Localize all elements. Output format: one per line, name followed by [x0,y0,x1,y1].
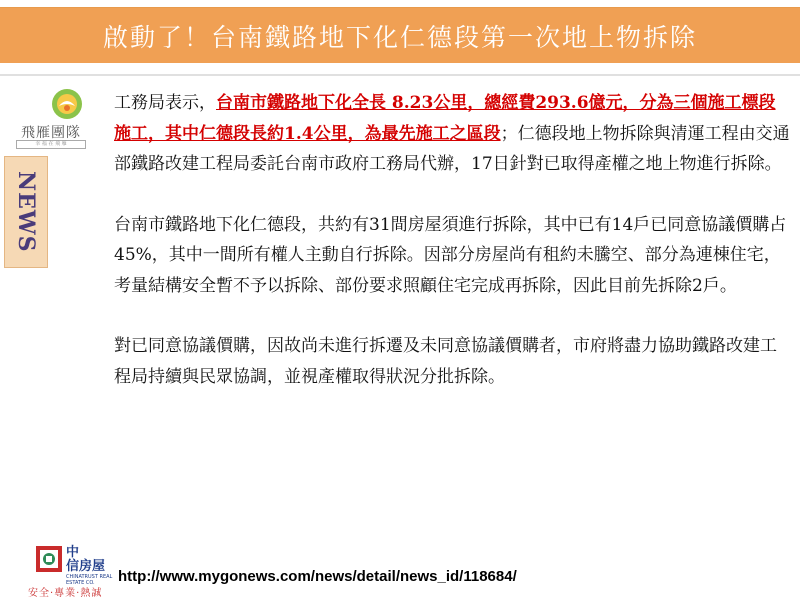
page-title: 啟動了！台南鐵路地下化仁德段第一次地上物拆除 [102,22,697,52]
source-url: http://www.mygonews.com/news/detail/news_id/118684/ [118,568,517,585]
paragraph-1 [114,88,790,180]
logo-tagline: 幸 福 在 飛 雁 [16,140,86,149]
paragraph-3: 對已同意協議價購，因故尚未進行拆遷及未同意協議價購者，市府將盡力協助鐵路改建工程局持續與民眾協調，並視產權取得狀況分批拆除。 [114,336,777,387]
logo-name: 飛雁團隊 [21,125,81,141]
news-tab [4,156,48,268]
article-body [114,88,790,422]
paragraph-1-rest: ；仁德段地上物拆除與清運工程由交通部鐵路改建工程局委託台南市政府工務局代辦，17日針對已取得產權之地上物進行拆除。 [114,123,790,174]
highlighted-text: 台南市鐵路地下化全長 8.23公里，總經費293.6億元，分為三個施工標段施工，其中仁德段長約1.4公里，為最先施工之區段 [114,93,776,144]
news-label: NEWS [13,171,39,253]
paragraph-1-lead: 工務局表示， [114,93,216,113]
logo-english-name: CHINATRUST REAL ESTATE CO. [66,574,113,586]
chinatrust-logo [24,544,114,600]
divider [0,74,800,76]
feiyan-logo [6,82,96,154]
logo-slogan: 安全‧專業‧熱誠 [28,588,103,599]
paragraph-2: 台南市鐵路地下化仁德段，共約有31間房屋須進行拆除，其中已有14戶已同意協議價購占45%，其中一間所有權人主動自行拆除。因部分房屋尚有租約未騰空、部分為連棟住宅，考量結構安全暫不予以拆除、部份要求照顧住宅完成再拆除，因此目前先拆除2戶。 [114,214,787,296]
logo-company-name: 中 信房屋 [66,545,106,574]
title-bar [0,7,800,63]
house-logo-icon [34,544,64,574]
swallow-circle-icon [50,87,84,121]
